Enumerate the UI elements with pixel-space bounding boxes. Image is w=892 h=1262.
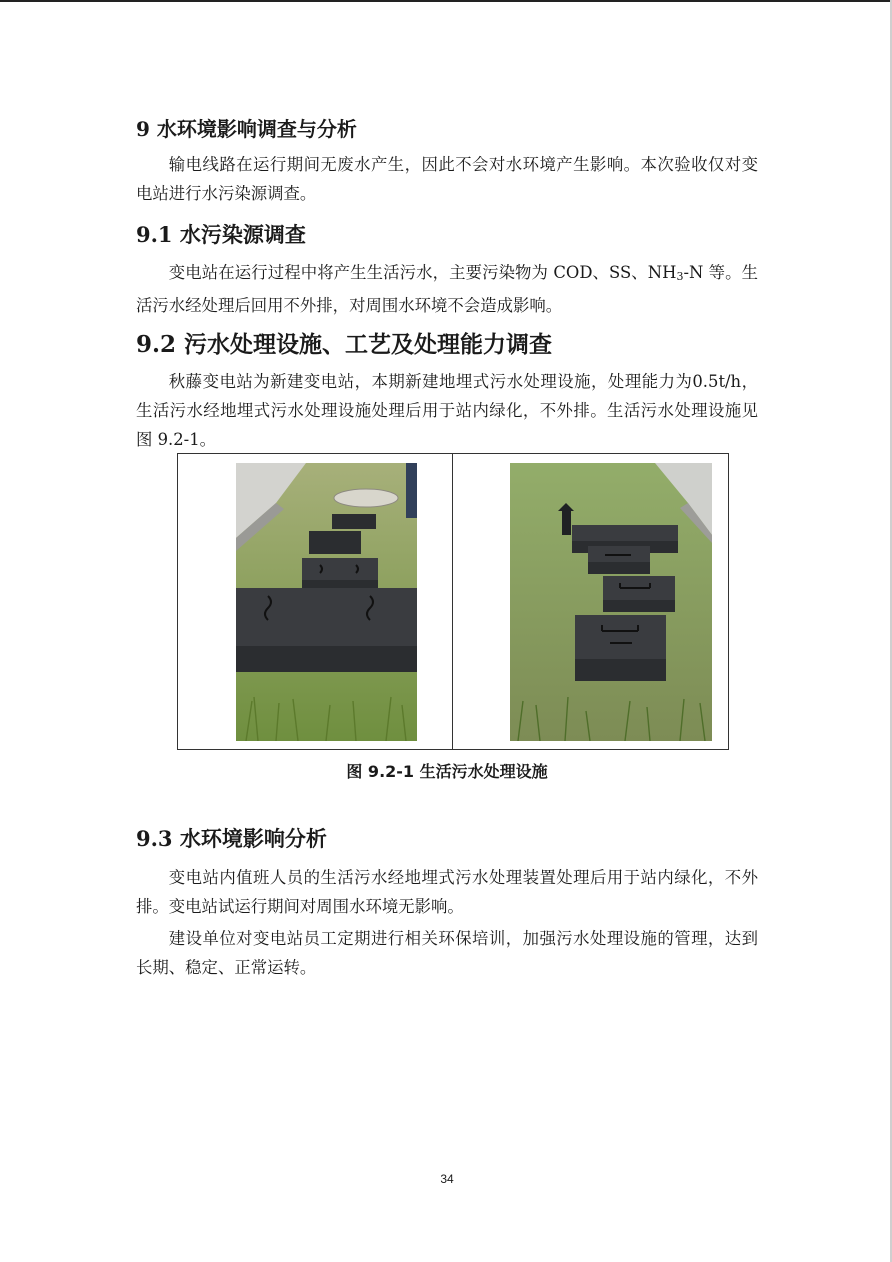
section-9-1-heading: 9.1 水污染源调查 xyxy=(136,222,306,247)
section-9-1-paragraph xyxy=(136,258,758,320)
section-9-paragraph: 输电线路在运行期间无废水产生，因此不会对水环境产生影响。本次验收仅对变电站进行水污染源调查。 xyxy=(136,155,758,203)
top-rule xyxy=(0,0,892,2)
section-9-1-text-b: -N 等。生活污水经处理后回用不外排，对周围水环境不会造成影响。 xyxy=(136,263,758,315)
section-9-2-paragraph: 秋藤变电站为新建变电站，本期新建地埋式污水处理设施，处理能力为0.5t/h，生活污水经地埋式污水处理设施处理后用于站内绿化，不外排。生活污水处理设施见图 9.2-1。 xyxy=(136,372,758,449)
figure-cell-right xyxy=(453,454,728,749)
section-9-3-paragraph-2: 建设单位对变电站员工定期进行相关环保培训，加强污水处理设施的管理，达到长期、稳定、正常运转。 xyxy=(136,929,758,977)
nh3-subscript: 3 xyxy=(676,270,684,283)
section-9-2-heading: 9.2 污水处理设施、工艺及处理能力调查 xyxy=(136,331,553,358)
figure-cell-left xyxy=(178,454,453,749)
section-9-heading: 9 水环境影响调查与分析 xyxy=(136,117,357,141)
figure-caption: 图 9.2-1 生活污水处理设施 xyxy=(346,762,548,781)
section-9-3-paragraph-1: 变电站内值班人员的生活污水经地埋式污水处理装置处理后用于站内绿化，不外排。变电站试运行期间对周围水环境无影响。 xyxy=(136,868,758,916)
section-9-3-heading: 9.3 水环境影响分析 xyxy=(136,826,327,851)
page-number: 34 xyxy=(440,1172,454,1186)
section-9-1-text-a: 变电站在运行过程中将产生生活污水，主要污染物为 COD、SS、NH xyxy=(168,263,677,282)
photo-underground-tank-lids-2 xyxy=(510,463,712,741)
photo-underground-tank-lids-1 xyxy=(236,463,417,741)
figure-9-2-1 xyxy=(177,453,729,750)
